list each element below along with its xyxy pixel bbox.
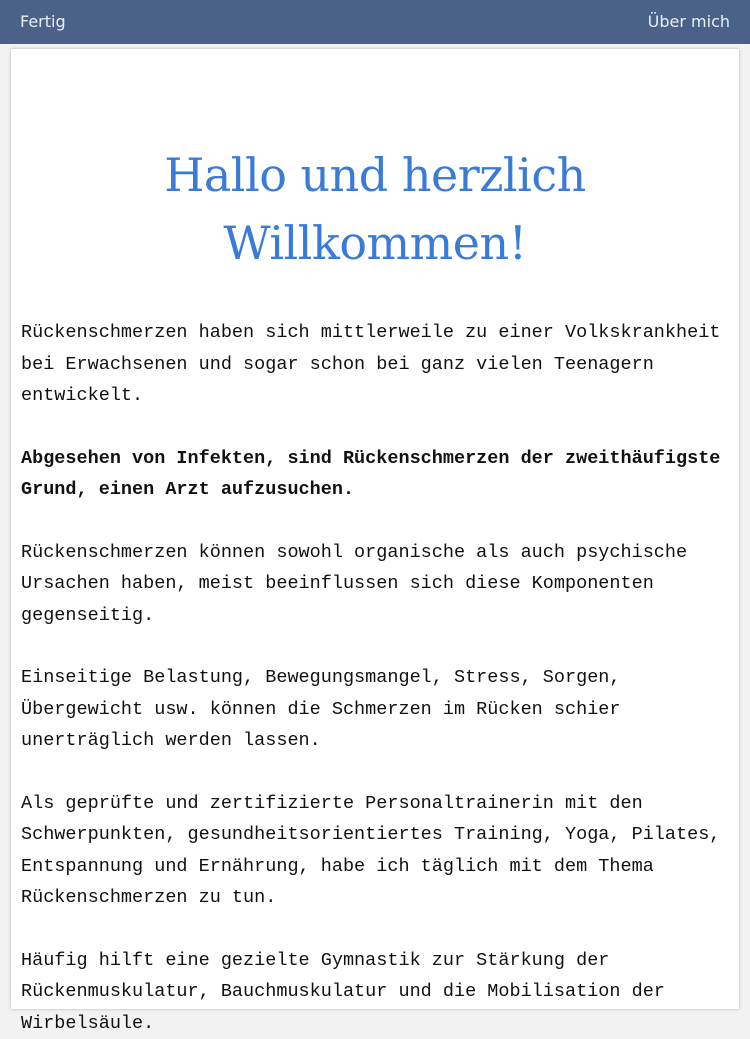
page-title <box>11 141 739 277</box>
paragraph-2-bold: Abgesehen von Infekten, sind Rückenschmerzen der zweithäufigste Grund, einen Arzt aufzusuchen. <box>21 443 733 506</box>
paragraph-5: Als geprüfte und zertifizierte Personaltrainerin mit den Schwerpunkten, gesundheitsorientiertes Training, Yoga, Pilates, Entspannung und Ernährung, habe ich täglich mit dem Thema Rückenschmerzen zu tun. <box>21 788 733 914</box>
paragraph-6: Häufig hilft eine gezielte Gymnastik zur Stärkung der Rückenmuskulatur, Bauchmuskulatur und die Mobilisation der Wirbelsäule. <box>21 945 733 1039</box>
paragraph-1: Rückenschmerzen haben sich mittlerweile zu einer Volkskrankheit bei Erwachsenen und sogar schon bei ganz vielen Teenagern entwickelt. <box>21 317 733 412</box>
about-me-button[interactable]: Über mich <box>648 12 730 31</box>
article-body <box>21 317 733 1039</box>
page-title-line1: Hallo und herzlich <box>164 148 586 202</box>
page-title-line2: Willkommen! <box>223 216 526 270</box>
top-navigation-bar <box>0 0 750 44</box>
paragraph-4: Einseitige Belastung, Bewegungsmangel, Stress, Sorgen, Übergewicht usw. können die Schmerzen im Rücken schier unerträglich werden lassen. <box>21 662 733 757</box>
paragraph-3: Rückenschmerzen können sowohl organische als auch psychische Ursachen haben, meist beeinflussen sich diese Komponenten gegenseitig. <box>21 537 733 632</box>
done-button[interactable]: Fertig <box>20 12 66 31</box>
article-page[interactable] <box>11 49 739 1009</box>
